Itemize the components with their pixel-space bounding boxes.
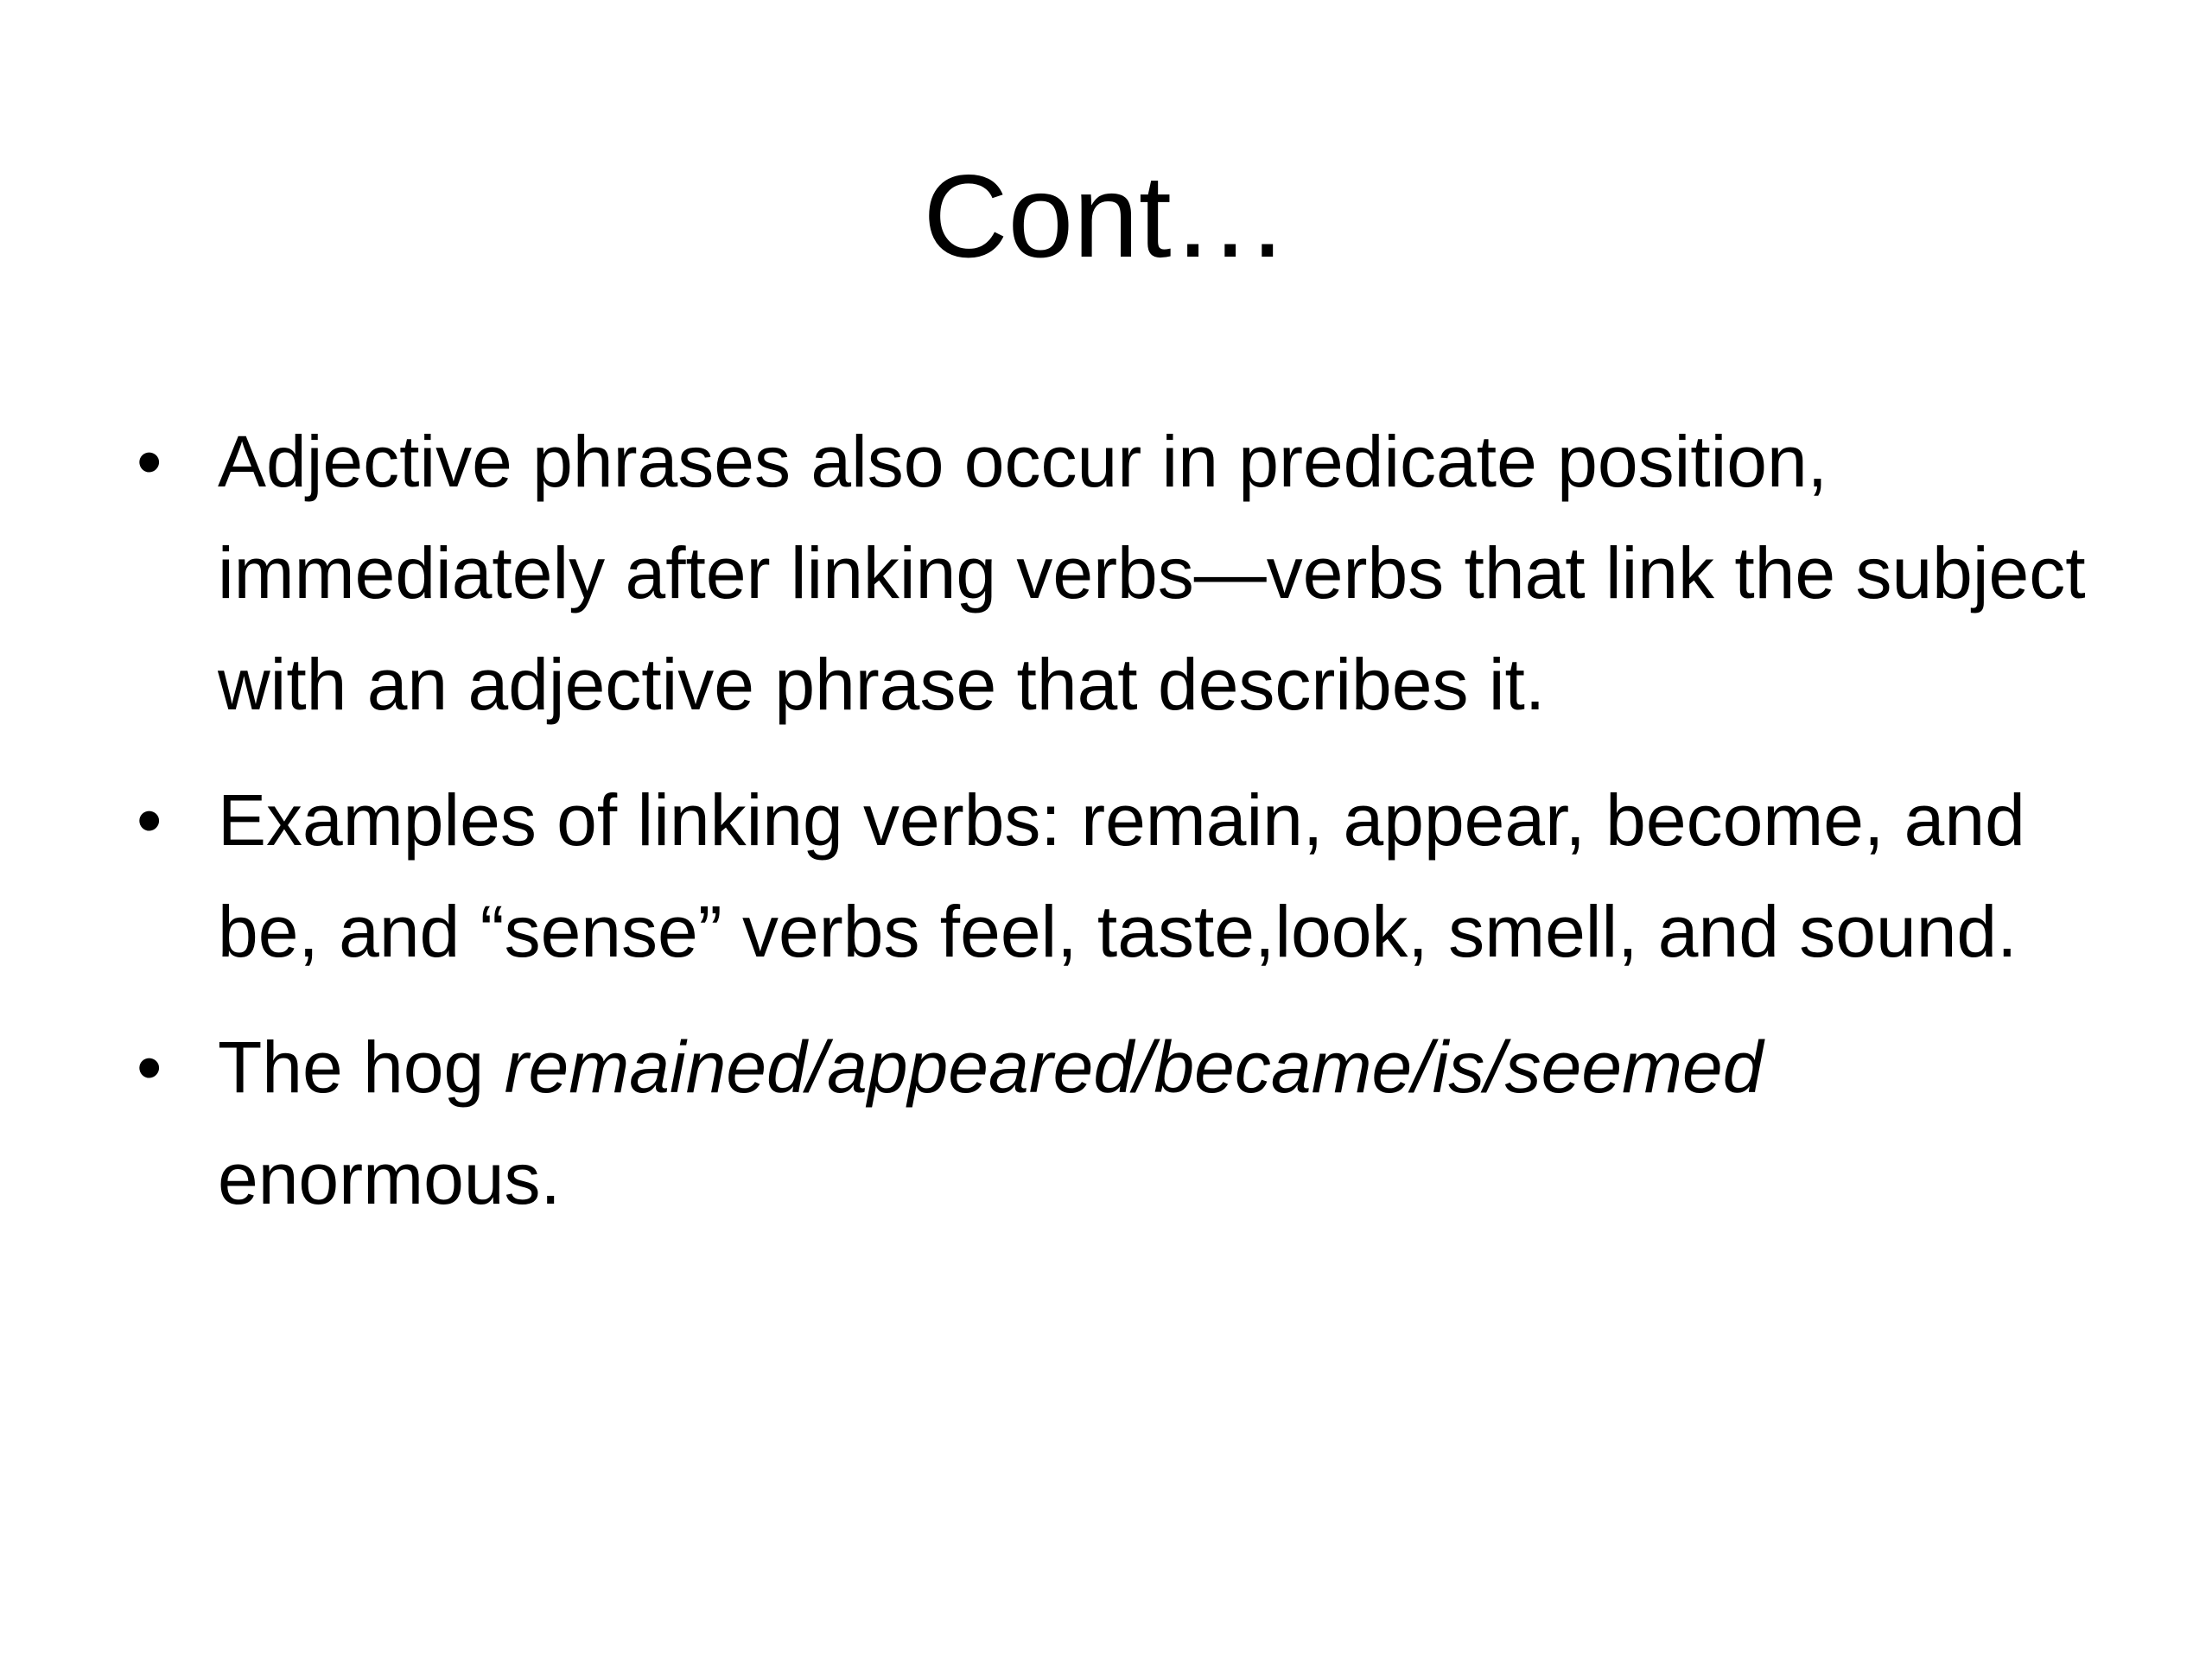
bullet-dot-icon: •	[137, 779, 162, 861]
bullet-text-plain-end: enormous.	[218, 1138, 561, 1219]
bullet-list	[121, 406, 2126, 1259]
bullet-dot-icon: •	[137, 1027, 162, 1108]
bullet-item	[121, 1012, 2126, 1235]
bullet-text: Examples of linking verbs: remain, appear, become, and be, and “sense” verbs feel, taste,look, smell, and sound.	[218, 779, 2025, 972]
bullet-item	[121, 406, 2126, 741]
bullet-dot-icon: •	[137, 421, 162, 502]
bullet-text-italic: remained/appeared/became/is/seemed	[504, 1027, 1764, 1108]
bullet-item	[121, 765, 2126, 988]
slide-title: Cont…	[923, 150, 1289, 282]
bullet-text	[218, 1027, 1763, 1219]
bullet-text-plain: The hog	[218, 1027, 505, 1108]
bullet-text: Adjective phrases also occur in predicate position, immediately after linking verbs—verbs that link the subject with an adjective phrase that describes it.	[218, 421, 2086, 725]
